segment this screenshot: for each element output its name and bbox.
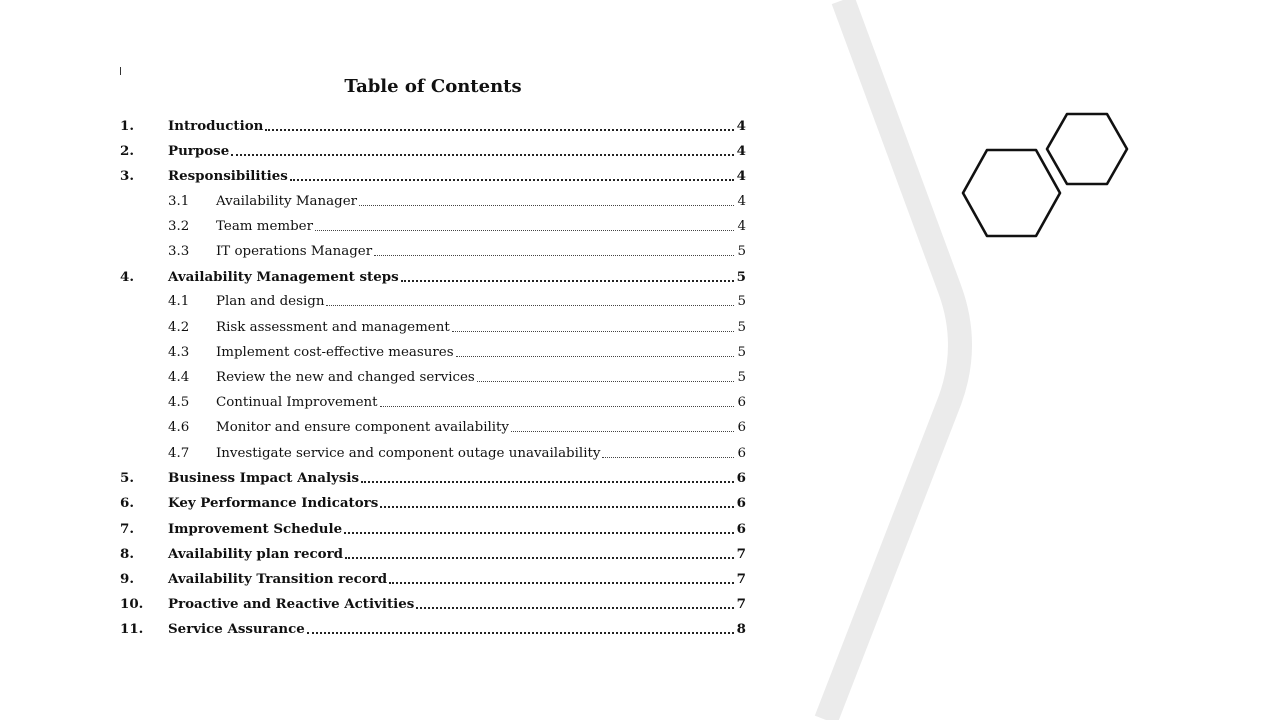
toc-dot-leader [265,129,734,131]
toc-dot-leader [307,632,734,634]
toc-entry-page: 6 [736,470,746,487]
toc-entry-number: 3.2 [168,218,190,234]
toc-entry-number: 4.5 [168,395,190,411]
toc-entry-label: Service Assurance [168,621,305,638]
toc-entry-label: Availability Transition record [168,570,388,587]
toc-entry-number: 4.1 [168,294,190,310]
toc-entry-page: 5 [737,294,746,310]
toc-entry[interactable] [120,239,746,264]
toc-entry-number: 4.4 [168,369,190,385]
toc-entry[interactable] [120,541,746,566]
toc-dot-leader [380,406,734,407]
toc-entry-page: 5 [737,244,746,260]
toc-entry[interactable] [120,466,746,491]
toc-entry-label: Improvement Schedule [168,520,343,537]
toc-entry[interactable] [120,440,746,465]
toc-entry[interactable] [120,163,746,188]
toc-entry-page: 7 [736,545,746,562]
toc-entry-page: 5 [736,268,746,285]
toc-entry[interactable] [120,566,746,591]
toc-dot-leader [602,457,734,458]
toc-entry-page: 4 [736,167,746,184]
toc-entry-page: 6 [736,495,746,512]
toc-entry[interactable] [120,189,746,214]
table-of-contents [120,113,746,642]
toc-entry-number: 9. [120,570,134,587]
toc-entry-number: 4.6 [168,420,190,436]
chevron-band-shape [826,0,960,720]
toc-entry-number: 5. [120,470,134,487]
toc-entry-label: Implement cost-effective measures [216,344,454,360]
toc-dot-leader [389,582,734,584]
toc-dot-leader [456,356,734,357]
toc-entry-number: 2. [120,142,134,159]
toc-dot-leader [315,230,734,231]
toc-entry-page: 4 [737,193,746,209]
toc-entry[interactable] [120,390,746,415]
toc-entry-label: Monitor and ensure component availability [216,420,509,436]
toc-entry-page: 7 [736,570,746,587]
toc-entry[interactable] [120,214,746,239]
toc-entry-number: 4.2 [168,319,190,335]
toc-entry-label: IT operations Manager [216,244,373,260]
toc-entry-number: 10. [120,596,144,613]
toc-entry-number: 4.7 [168,445,190,461]
toc-entry[interactable] [120,315,746,340]
toc-dot-leader [231,154,734,156]
toc-entry-number: 3.1 [168,193,190,209]
toc-entry-label: Proactive and Reactive Activities [168,596,415,613]
toc-entry-label: Key Performance Indicators [168,495,379,512]
toc-dot-leader [511,431,734,432]
toc-entry[interactable] [120,491,746,516]
toc-entry-number: 1. [120,117,134,134]
toc-entry-number: 7. [120,520,134,537]
toc-entry-label: Investigate service and component outage unavailability [216,445,601,461]
toc-entry-number: 4. [120,268,134,285]
toc-entry[interactable] [120,113,746,138]
toc-dot-leader [452,331,734,332]
toc-dot-leader [477,381,734,382]
toc-entry-number: 6. [120,495,134,512]
toc-entry-number: 3. [120,167,134,184]
hexagon-large-shape [963,150,1060,236]
toc-entry-page: 6 [737,420,746,436]
toc-entry-page: 8 [736,621,746,638]
toc-entry[interactable] [120,617,746,642]
toc-entry-number: 8. [120,545,134,562]
toc-title: Table of Contents [344,76,522,97]
toc-entry-page: 6 [737,395,746,411]
toc-entry-number: 3.3 [168,244,190,260]
toc-entry-label: Purpose [168,142,230,159]
toc-entry-page: 5 [737,369,746,385]
toc-entry-page: 4 [736,117,746,134]
toc-entry[interactable] [120,138,746,163]
toc-entry-page: 6 [737,445,746,461]
toc-entry[interactable] [120,264,746,289]
toc-dot-leader [344,532,734,534]
toc-entry-page: 7 [736,596,746,613]
toc-entry-label: Risk assessment and management [216,319,450,335]
toc-entry[interactable] [120,289,746,314]
toc-entry[interactable] [120,415,746,440]
toc-entry-page: 4 [737,218,746,234]
toc-entry-number: 11. [120,621,144,638]
toc-entry-label: Review the new and changed services [216,369,475,385]
toc-dot-leader [374,255,734,256]
toc-dot-leader [290,179,734,181]
toc-entry-label: Team member [216,218,313,234]
toc-dot-leader [401,280,734,282]
toc-dot-leader [416,607,734,609]
toc-dot-leader [326,305,734,306]
toc-entry-label: Business Impact Analysis [168,470,359,487]
toc-entry-label: Availability Manager [216,193,358,209]
toc-entry[interactable] [120,516,746,541]
toc-dot-leader [345,557,734,559]
toc-entry-page: 5 [737,344,746,360]
toc-entry-page: 4 [736,142,746,159]
toc-entry-label: Continual Improvement [216,395,378,411]
toc-dot-leader [361,481,734,483]
toc-entry-page: 6 [736,520,746,537]
toc-entry[interactable] [120,592,746,617]
toc-entry[interactable] [120,365,746,390]
toc-entry-label: Plan and design [216,294,325,310]
hexagon-small-shape [1047,114,1127,184]
toc-dot-leader [359,205,734,206]
toc-entry-label: Availability Management steps [168,268,399,285]
text-cursor-mark [120,67,121,75]
toc-entry-page: 5 [737,319,746,335]
toc-entry-label: Responsibilities [168,167,288,184]
toc-entry[interactable] [120,340,746,365]
toc-entry-number: 4.3 [168,344,190,360]
toc-entry-label: Availability plan record [168,545,344,562]
toc-entry-label: Introduction [168,117,264,134]
toc-dot-leader [380,506,734,508]
